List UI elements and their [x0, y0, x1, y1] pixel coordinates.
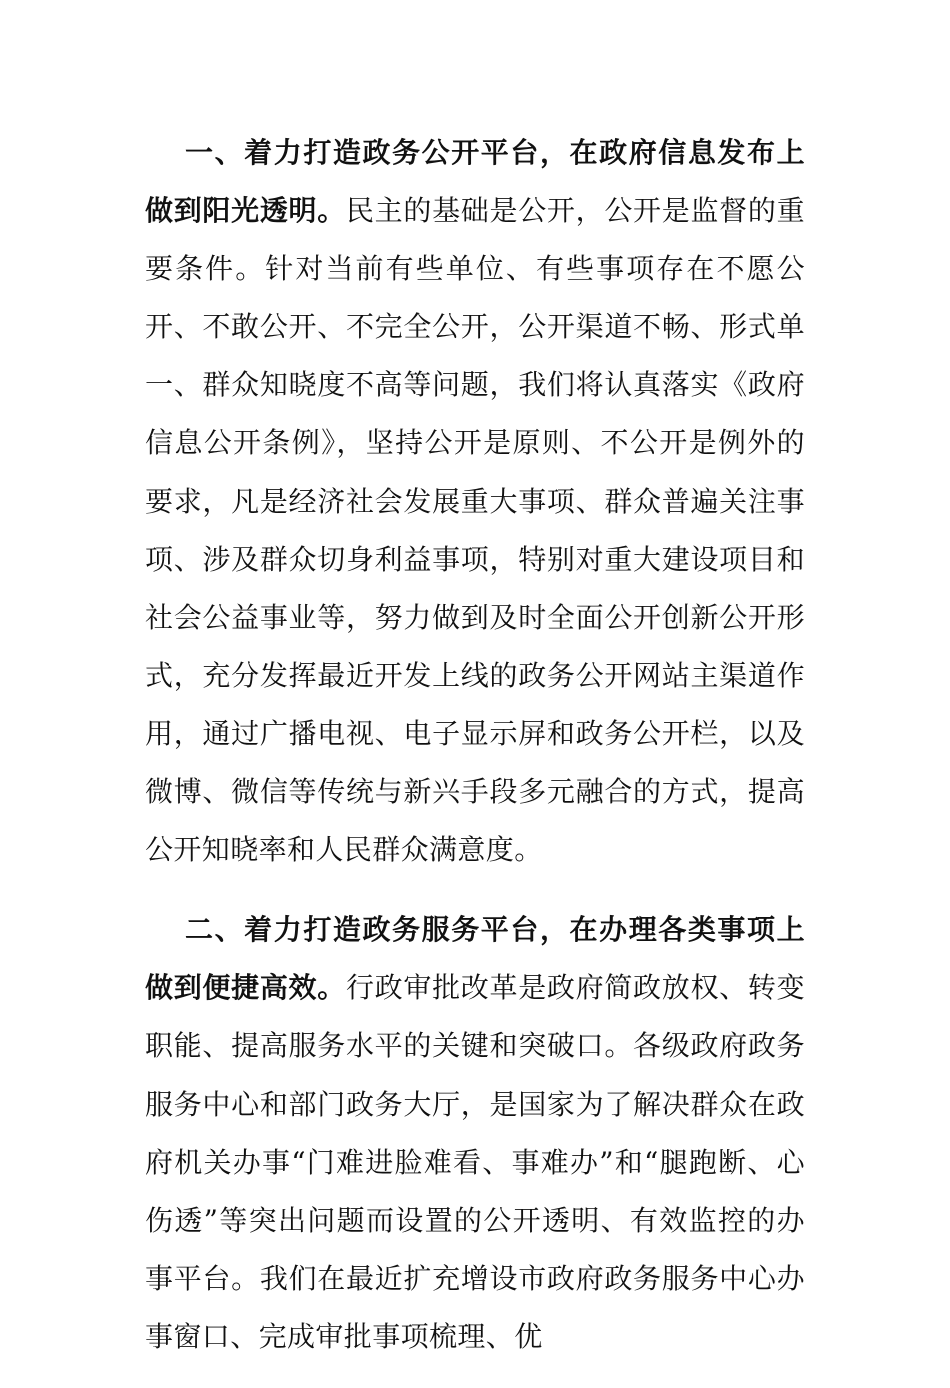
paragraph-2-body: 行政审批改革是政府简政放权、转变职能、提高服务水平的关键和突破口。各级政府政务服务中心和部门政务大厅，是国家为了解决群众在政府机关办事“门难进脸难看、事难办”和“腿跑断、心伤透”等突出问题而设置的公开透明、有效监控的办事平台。我们在最近扩充增设市政府政务服务中心办事窗口、完成审批事项梳理、优: [145, 971, 805, 1353]
document-page: [145, 124, 805, 1388]
paragraph-2-heading: 二、着力打造政务服务平台，在办理各类事项上做到便捷高效。: [145, 913, 805, 1005]
paragraph-1-heading: 一、着力打造政务公开平台，在政府信息发布上做到阳光透明。: [145, 136, 805, 228]
paragraph-2: [145, 901, 805, 1366]
paragraph-1-body: 民主的基础是公开，公开是监督的重要条件。针对当前有些单位、有些事项存在不愿公开、不敢公开、不完全公开，公开渠道不畅、形式单一、群众知晓度不高等问题，我们将认真落实《政府信息公开条例》，坚持公开是原则、不公开是例外的要求，凡是经济社会发展重大事项、群众普遍关注事项、涉及群众切身利益事项，特别对重大建设项目和社会公益事业等，努力做到及时全面公开创新公开形式，充分发挥最近开发上线的政务公开网站主渠道作用，通过广播电视、电子显示屏和政务公开栏，以及微博、微信等传统与新兴手段多元融合的方式，提高公开知晓率和人民群众满意度。: [145, 194, 805, 867]
paragraph-1: [145, 124, 805, 879]
